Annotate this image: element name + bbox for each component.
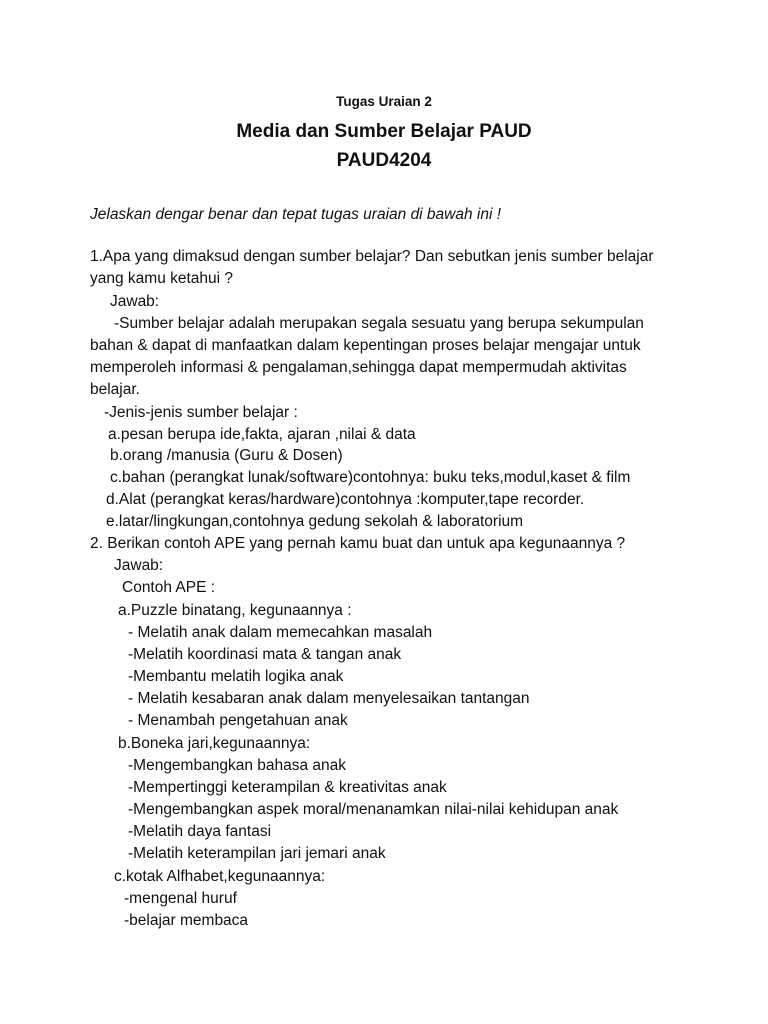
q1-types-heading: -Jenis-jenis sumber belajar : <box>104 404 298 421</box>
q1-question-line1: 1.Apa yang dimaksud dengan sumber belajar? Dan sebutkan jenis sumber belajar <box>90 248 654 265</box>
instruction-text: Jelaskan dengar benar dan tepat tugas uraian di bawah ini ! <box>90 206 502 223</box>
q1-question-line2: yang kamu ketahui ? <box>90 270 234 287</box>
q1-answer-line: belajar. <box>90 381 140 398</box>
q2-a-item: -Membantu melatih logika anak <box>128 668 344 685</box>
q2-b-item: -Mengembangkan bahasa anak <box>128 757 347 774</box>
course-code: PAUD4204 <box>336 150 432 171</box>
q1-type-item: a.pesan berupa ide,fakta, ajaran ,nilai & data <box>108 426 416 443</box>
q2-question: 2. Berikan contoh APE yang pernah kamu buat dan untuk apa kegunaannya ? <box>90 535 626 552</box>
q2-b-item: -Mengembangkan aspek moral/menanamkan nilai-nilai kehidupan anak <box>128 801 619 818</box>
q1-jawab-label: Jawab: <box>110 293 160 310</box>
q1-answer-line: memperoleh informasi & pengalaman,sehingga dapat mempermudah aktivitas <box>90 359 627 376</box>
q2-b-heading: b.Boneka jari,kegunaannya: <box>118 735 311 752</box>
q2-a-heading: a.Puzzle binatang, kegunaannya : <box>118 602 352 619</box>
q1-answer-line: -Sumber belajar adalah merupakan segala sesuatu yang berupa sekumpulan <box>114 315 644 332</box>
q2-c-heading: c.kotak Alfhabet,kegunaannya: <box>114 868 326 885</box>
q2-b-item: -Mempertinggi keterampilan & kreativitas anak <box>128 779 447 796</box>
q2-b-item: -Melatih daya fantasi <box>128 823 272 840</box>
q2-b-item: -Melatih keterampilan jari jemari anak <box>128 845 386 862</box>
q2-a-item: -Melatih koordinasi mata & tangan anak <box>128 646 402 663</box>
q2-a-item: - Melatih anak dalam memecahkan masalah <box>128 624 433 641</box>
q1-type-item: e.latar/lingkungan,contohnya gedung sekolah & laboratorium <box>106 513 524 530</box>
q2-c-item: -belajar membaca <box>124 912 249 929</box>
q2-contoh-label: Contoh APE : <box>122 579 216 596</box>
q2-a-item: - Melatih kesabaran anak dalam menyelesaikan tantangan <box>128 690 530 707</box>
document-title: Media dan Sumber Belajar PAUD <box>236 121 532 142</box>
q1-type-item: d.Alat (perangkat keras/hardware)contohnya :komputer,tape recorder. <box>106 491 585 508</box>
q1-type-item: b.orang /manusia (Guru & Dosen) <box>110 447 343 464</box>
q1-answer-line: bahan & dapat di manfaatkan dalam kepentingan proses belajar mengajar untuk <box>90 337 641 354</box>
q1-type-item: c.bahan (perangkat lunak/software)contohnya: buku teks,modul,kaset & film <box>110 469 631 486</box>
q2-c-item: -mengenal huruf <box>124 890 237 907</box>
document-subtitle: Tugas Uraian 2 <box>336 94 432 109</box>
q2-jawab-label: Jawab: <box>114 557 164 574</box>
q2-a-item: - Menambah pengetahuan anak <box>128 712 348 729</box>
